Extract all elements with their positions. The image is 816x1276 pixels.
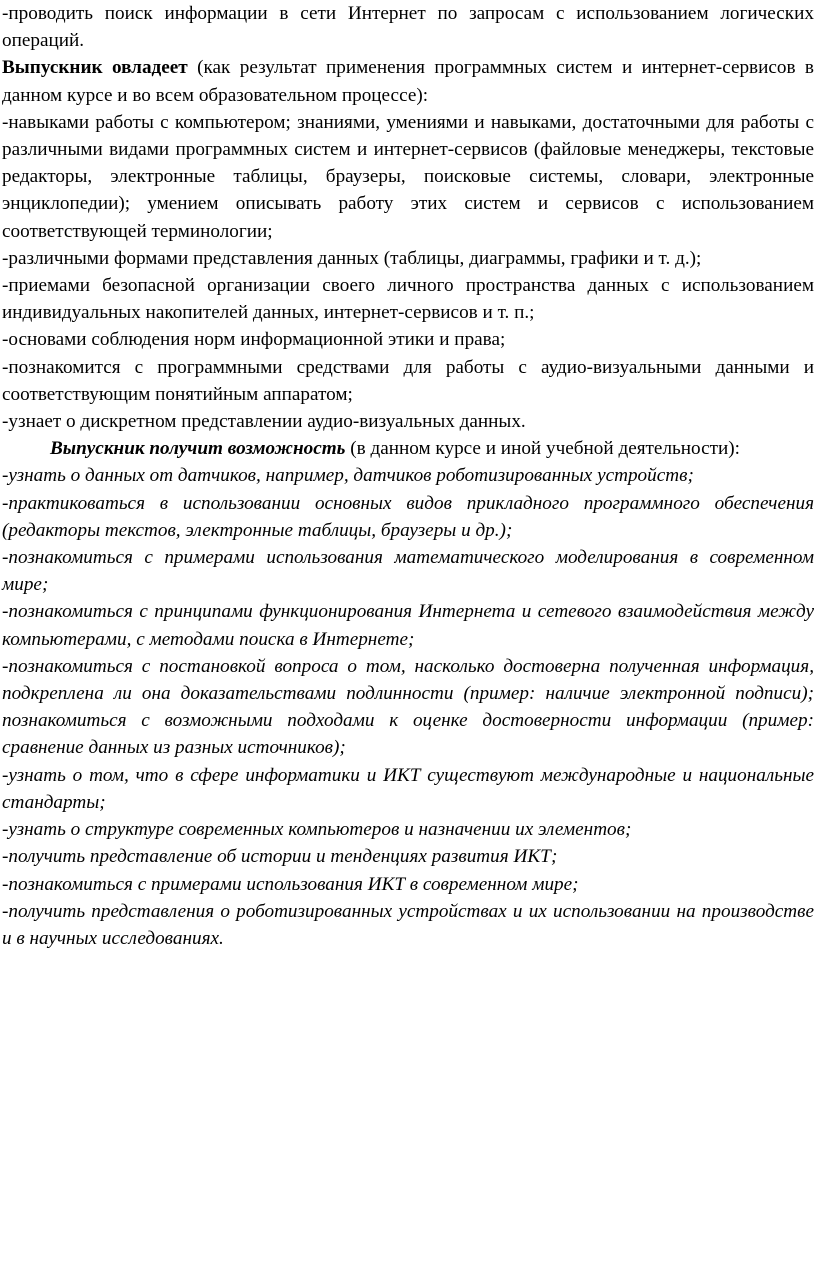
- opportunity-list: [2, 462, 814, 952]
- document-page: [2, 0, 814, 952]
- opportunity-item: -познакомиться с примерами использования ИКТ в современном мире;: [2, 873, 579, 895]
- mastery-item: -основами соблюдения норм информационной этики и права;: [2, 329, 506, 351]
- opportunity-item: -узнать о том, что в сфере информатики и ИКТ существуют международные и национальные стандарты;: [2, 764, 814, 813]
- opportunity-heading-paragraph: [2, 435, 814, 462]
- mastery-heading-paragraph: [2, 54, 814, 108]
- mastery-heading-rest: (как результат применения программных систем и интернет-сервисов в данном курсе и во всем образовательном процессе):: [2, 57, 814, 106]
- opportunity-item: -узнать о данных от датчиков, например, датчиков роботизированных устройств;: [2, 465, 694, 487]
- opportunity-item: -познакомиться с принципами функционирования Интернета и сетевого взаимодействия между компьютерами, с методами поиска в Интернете;: [2, 601, 814, 650]
- opportunity-item: -познакомиться с постановкой вопроса о том, насколько достоверна полученная информация, подкреплена ли она доказательствами подлинности (пример: наличие электронной подписи); познакомиться с возможными подходами к оценке достоверности информации (пример: сравнение данных из разных источников);: [2, 655, 814, 759]
- opportunity-item: -получить представления о роботизированных устройствах и их использовании на производстве и в научных исследованиях.: [2, 900, 814, 949]
- opportunity-item: -узнать о структуре современных компьютеров и назначении их элементов;: [2, 819, 632, 841]
- mastery-item: -различными формами представления данных (таблицы, диаграммы, графики и т. д.);: [2, 247, 702, 269]
- mastery-item: -приемами безопасной организации своего личного пространства данных с использованием индивидуальных накопителей данных, интернет-сервисов и т. п.;: [2, 275, 814, 324]
- opportunity-item: -практиковаться в использовании основных видов прикладного программного обеспечения (редакторы текстов, электронные таблицы, браузеры и др.);: [2, 492, 814, 541]
- opportunity-heading: Выпускник получит возможность: [50, 438, 346, 460]
- opportunity-item: -получить представление об истории и тенденциях развития ИКТ;: [2, 846, 558, 868]
- mastery-item: -познакомится с программными средствами для работы с аудио-визуальными данными и соответствующим понятийным аппаратом;: [2, 356, 814, 405]
- opportunity-heading-rest: (в данном курсе и иной учебной деятельности):: [345, 438, 741, 460]
- intro-line: -проводить поиск информации в сети Интернет по запросам с использованием логических операций.: [2, 3, 814, 52]
- mastery-item: -узнает о дискретном представлении аудио-визуальных данных.: [2, 411, 526, 433]
- mastery-list: [2, 109, 814, 435]
- opportunity-item: -познакомиться с примерами использования математического моделирования в современном мире;: [2, 547, 814, 596]
- mastery-item: -навыками работы с компьютером; знаниями, умениями и навыками, достаточными для работы с различными видами программных систем и интернет-сервисов (файловые менеджеры, текстовые редакторы, электронные таблицы, браузеры, поисковые системы, словари, электронные энциклопедии); умением описывать работу этих систем и сервисов с использованием соответствующей терминологии;: [2, 111, 814, 242]
- mastery-heading: Выпускник овладеет: [2, 57, 188, 79]
